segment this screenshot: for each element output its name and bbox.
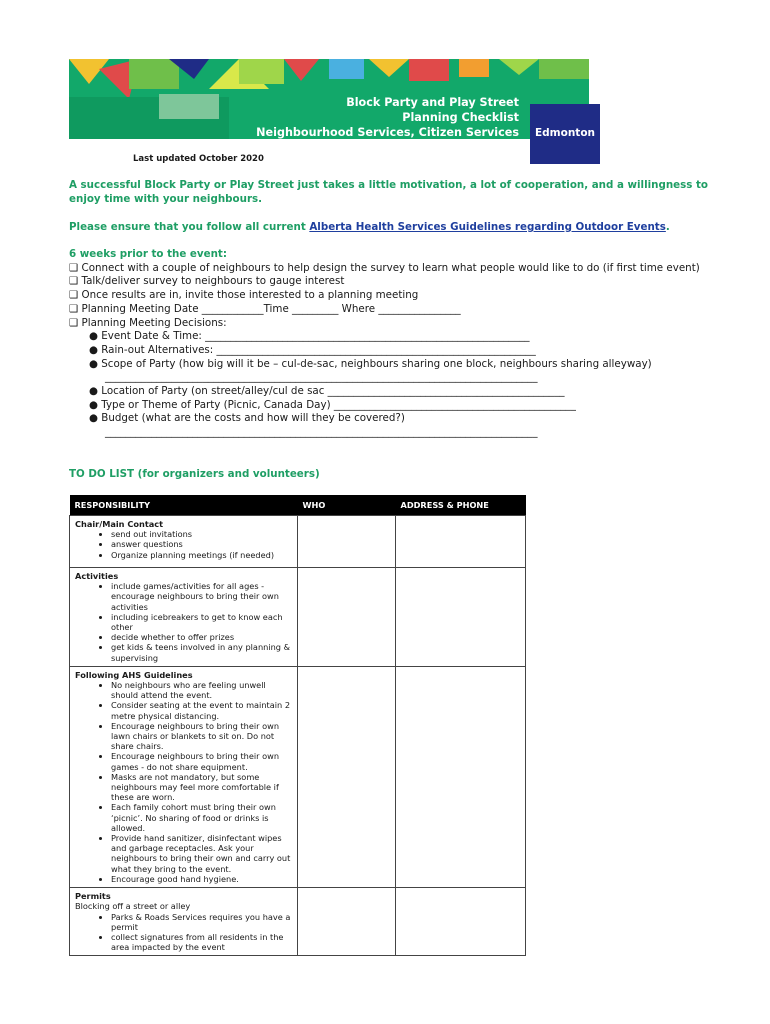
list-item: • Each family cohort must bring their own ‘picnic’. No sharing of food or drinks is allowed. bbox=[111, 802, 292, 833]
last-updated: Last updated October 2020 bbox=[133, 154, 264, 164]
who-cell[interactable] bbox=[298, 568, 396, 667]
list-item: • Encourage neighbours to bring their own games - do not share equipment. bbox=[111, 751, 292, 771]
column-header-who: WHO bbox=[298, 495, 396, 516]
table-row bbox=[70, 666, 526, 887]
title-line-3: Neighbourhood Services, Citizen Services bbox=[256, 126, 519, 139]
list-item: • No neighbours who are feeling unwell should attend the event. bbox=[111, 680, 292, 700]
list-item: • Encourage good hand hygiene. bbox=[111, 874, 292, 884]
responsibility-cell bbox=[70, 568, 298, 667]
bullet-list bbox=[75, 912, 292, 953]
six-weeks-heading: 6 weeks prior to the event: bbox=[69, 248, 227, 260]
list-item: • Consider seating at the event to maintain 2 metre physical distancing. bbox=[111, 700, 292, 720]
table-row bbox=[70, 516, 526, 568]
ahs-notice bbox=[69, 220, 709, 234]
title-line-2: Planning Checklist bbox=[402, 111, 519, 124]
ahs-suffix: . bbox=[665, 221, 670, 233]
list-item: • answer questions bbox=[111, 539, 292, 549]
bullet-list bbox=[75, 529, 292, 560]
row-title: Chair/Main Contact bbox=[75, 519, 164, 529]
row-title: Permits bbox=[75, 891, 111, 902]
list-item: • get kids & teens involved in any planning & supervising bbox=[111, 642, 292, 662]
bullet-list bbox=[75, 581, 292, 663]
decision-item: ● Rain-out Alternatives: ______________________________________________________________ bbox=[89, 343, 536, 356]
who-cell[interactable] bbox=[298, 666, 396, 887]
checklist-item: ❑ Talk/deliver survey to neighbours to gauge interest bbox=[69, 275, 345, 288]
edmonton-logo bbox=[530, 104, 600, 164]
responsibility-cell bbox=[70, 666, 298, 887]
list-item: • Parks & Roads Services requires you have a permit bbox=[111, 912, 292, 932]
decision-item: ● Event Date & Time: _______________________________________________________________ bbox=[89, 330, 530, 343]
checklist-item: ❑ Connect with a couple of neighbours to help design the survey to learn what people would like to do (if first time event) bbox=[69, 261, 700, 274]
address-phone-cell[interactable] bbox=[396, 888, 526, 956]
who-cell[interactable] bbox=[298, 516, 396, 568]
banner-title bbox=[256, 95, 519, 139]
ahs-guidelines-link[interactable]: Alberta Health Services Guidelines regarding Outdoor Events bbox=[309, 221, 666, 233]
list-item: • include games/activities for all ages - encourage neighbours to bring their own activities bbox=[111, 581, 292, 612]
six-weeks-section bbox=[69, 248, 709, 440]
list-item: • Encourage neighbours to bring their own lawn chairs or blankets to sit on. Do not share chairs. bbox=[111, 721, 292, 752]
row-subtitle: Blocking off a street or alley bbox=[75, 901, 191, 912]
bullet-list bbox=[75, 680, 292, 884]
list-item: • decide whether to offer prizes bbox=[111, 632, 292, 642]
logo-text: Edmonton bbox=[534, 127, 596, 139]
address-phone-cell[interactable] bbox=[396, 516, 526, 568]
table-row bbox=[70, 888, 526, 956]
address-phone-cell[interactable] bbox=[396, 568, 526, 667]
todo-heading: TO DO LIST (for organizers and volunteers) bbox=[69, 468, 320, 480]
decision-blank-line: ____________________________________________________________________________________ bbox=[105, 371, 538, 384]
list-item: • Organize planning meetings (if needed) bbox=[111, 550, 292, 560]
responsibility-cell bbox=[70, 516, 298, 568]
title-line-1: Block Party and Play Street bbox=[346, 96, 519, 109]
table-row bbox=[70, 568, 526, 667]
todo-table bbox=[69, 495, 526, 956]
who-cell[interactable] bbox=[298, 888, 396, 956]
column-header-responsibility: RESPONSIBILITY bbox=[70, 495, 298, 516]
ahs-prefix: Please ensure that you follow all current bbox=[69, 221, 310, 233]
intro-text: A successful Block Party or Play Street just takes a little motivation, a lot of cooperation, and a willingness to enjoy time with your neighbours. bbox=[69, 179, 708, 205]
checklist-item: ❑ Planning Meeting Decisions: bbox=[69, 316, 227, 329]
list-item: • send out invitations bbox=[111, 529, 292, 539]
checklist-item: ❑ Once results are in, invite those interested to a planning meeting bbox=[69, 289, 419, 302]
list-item: • Provide hand sanitizer, disinfectant wipes and garbage receptacles. Ask your neighbours to bring their own and carry out what they bring to the event. bbox=[111, 833, 292, 874]
decision-item: ● Type or Theme of Party (Picnic, Canada Day) _______________________________________________ bbox=[89, 398, 576, 411]
row-title: Following AHS Guidelines bbox=[75, 669, 193, 680]
header-banner bbox=[69, 59, 589, 139]
address-phone-cell[interactable] bbox=[396, 666, 526, 887]
list-item: • Masks are not mandatory, but some neighbours may feel more comfortable if these are worn. bbox=[111, 772, 292, 803]
list-item: • including icebreakers to get to know each other bbox=[111, 612, 292, 632]
list-item: • collect signatures from all residents in the area impacted by the event bbox=[111, 932, 292, 952]
column-header-address-phone: ADDRESS & PHONE bbox=[396, 495, 526, 516]
decision-item: ● Scope of Party (how big will it be – cul-de-sac, neighbours sharing one block, neighbours sharing alleyway) bbox=[89, 357, 652, 370]
decision-item: ● Location of Party (on street/alley/cul de sac ______________________________________________ bbox=[89, 385, 565, 398]
row-title: Activities bbox=[75, 571, 119, 581]
table-header-row bbox=[70, 495, 526, 516]
decision-blank-line: ____________________________________________________________________________________ bbox=[105, 426, 538, 439]
decision-item: ● Budget (what are the costs and how will they be covered?) bbox=[89, 412, 405, 425]
checklist-item: ❑ Planning Meeting Date ____________Time _________ Where ________________ bbox=[69, 302, 461, 315]
responsibility-cell bbox=[70, 888, 298, 956]
